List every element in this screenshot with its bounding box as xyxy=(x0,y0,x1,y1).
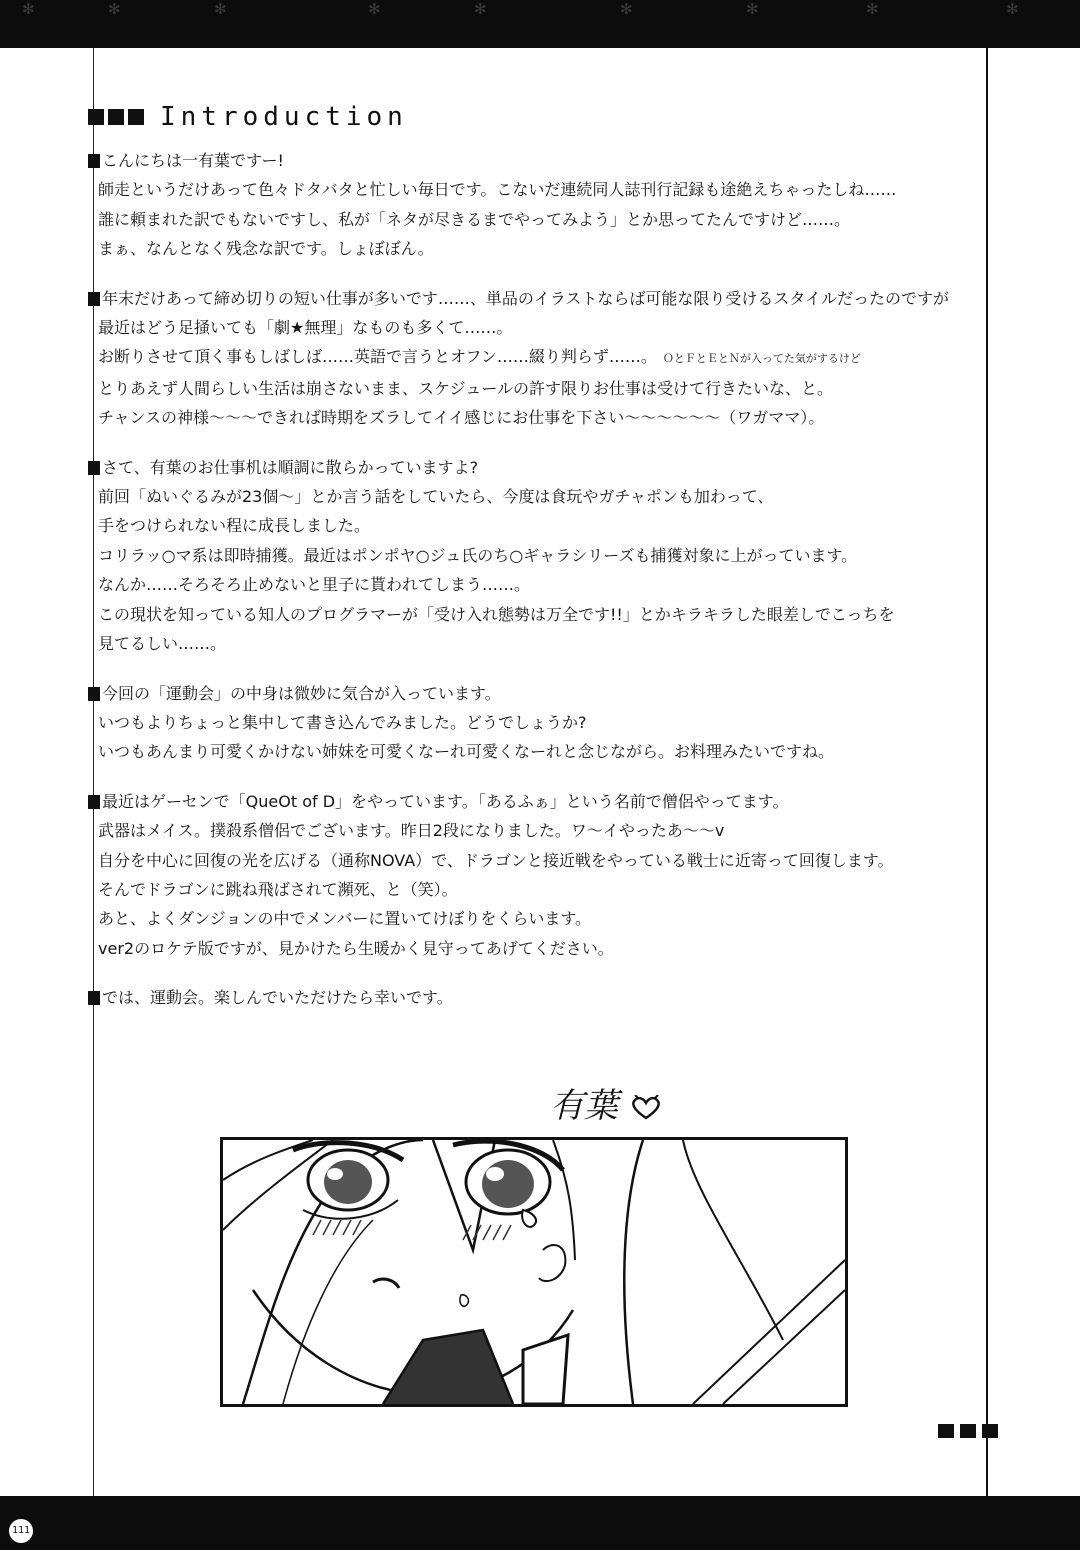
end-square-icon xyxy=(982,1424,998,1438)
flower-ornament-icon: ✻ xyxy=(214,0,227,18)
heart-icon xyxy=(629,1095,663,1121)
text-line: 最近はどう足掻いても「劇★無理」なものも多くて……。 xyxy=(98,318,513,338)
flower-ornament-icon: ✻ xyxy=(474,0,487,18)
signature xyxy=(550,1078,663,1127)
section-heading xyxy=(88,100,408,134)
flower-ornament-icon: ✻ xyxy=(746,0,759,18)
text-line: まぁ、なんとなく残念な訳です。しょぼぼん。 xyxy=(98,239,434,259)
frame-right-line xyxy=(986,48,988,1496)
page-number: 111 xyxy=(9,1519,33,1543)
flower-ornament-icon: ✻ xyxy=(620,0,633,18)
text-line: 誰に頼まれた訳でもないですし、私が「ネタが尽きるまでやってみよう」とか思ってたんですけど……。 xyxy=(98,209,851,229)
end-mark-squares xyxy=(938,1424,998,1438)
text-line: 自分を中心に回復の光を広げる（通称NOVA）で、ドラゴンと接近戦をやっている戦士に近寄って回復します。 xyxy=(98,850,894,870)
text-line: 師走というだけあって色々ドタバタと忙しい毎日です。こないだ連続同人誌刊行記録も途絶えちゃったしね…… xyxy=(98,180,897,200)
flower-ornament-icon: ✻ xyxy=(1006,0,1019,18)
bottom-decorative-band xyxy=(0,1496,1080,1550)
heading-square-icon xyxy=(108,109,124,125)
paragraph xyxy=(88,679,978,767)
text-line: そんでドラゴンに跳ね飛ばされて瀕死、と（笑）。 xyxy=(98,879,458,899)
text-line: とりあえず人間らしい生活は崩さないまま、スケジュールの許す限りお仕事は受けて行きたいな、と。 xyxy=(98,378,834,398)
text-line: さて、有葉のお仕事机は順調に散らかっていますよ? xyxy=(88,453,978,482)
flower-ornament-icon: ✻ xyxy=(108,0,121,18)
illustration-panel xyxy=(220,1137,848,1407)
girl-face-illustration xyxy=(223,1140,845,1404)
small-aside-note: ＯとＦとＥとＮが入ってた気がするけど xyxy=(662,352,861,366)
signature-text: 有葉 xyxy=(550,1086,618,1126)
paragraph xyxy=(88,983,978,1012)
text-line: チャンスの神様〜〜〜できれば時期をズラしてイイ感じにお仕事を下さい〜〜〜〜〜〜（ワガママ）。 xyxy=(98,408,825,428)
text-line: あと、よくダンジョンの中でメンバーに置いてけぼりをくらいます。 xyxy=(98,909,592,929)
text-line: 見てるしい……。 xyxy=(98,634,227,654)
paragraph xyxy=(88,146,978,264)
text-line: こんにちは一有葉ですー! xyxy=(88,146,978,175)
text-line: いつもよりちょっと集中して書き込んでみました。どうでしょうか? xyxy=(98,712,587,732)
end-square-icon xyxy=(938,1424,954,1438)
heading-square-icon xyxy=(128,109,144,125)
text-line: コリラッ○マ系は即時捕獲。最近はポンポヤ○ジュ氏のち○ギャラシリーズも捕獲対象に上がっています。 xyxy=(98,545,858,565)
heading-square-icon xyxy=(88,109,104,125)
flower-ornament-icon: ✻ xyxy=(368,0,381,18)
paragraph xyxy=(88,787,978,963)
flower-ornament-icon: ✻ xyxy=(866,0,879,18)
text-line: では、運動会。楽しんでいただけたら幸いです。 xyxy=(88,983,978,1012)
paragraph xyxy=(88,453,978,659)
text-line: 年末だけあって締め切りの短い仕事が多いです……、単品のイラストならば可能な限り受けるスタイルだったのですが xyxy=(88,284,978,313)
text-line: 前回「ぬいぐるみが23個〜」とか言う話をしていたら、今度は食玩やガチャポンも加わって、 xyxy=(98,487,774,507)
text-line-with-note xyxy=(88,342,978,373)
paragraph xyxy=(88,284,978,433)
introduction-body xyxy=(88,146,978,1033)
page-title: Introduction xyxy=(160,102,408,132)
text-line: お断りさせて頂く事もしばしば……英語で言うとオフン……綴り判らず……。 xyxy=(98,347,657,367)
top-decorative-band xyxy=(0,0,1080,48)
text-line: 武器はメイス。撲殺系僧侶でございます。昨日2段になりました。ワ〜イやったあ〜〜v xyxy=(98,821,725,841)
text-line: いつもあんまり可愛くかけない姉妹を可愛くなーれ可愛くなーれと念じながら。お料理みたいですね。 xyxy=(98,742,835,762)
flower-ornament-icon: ✻ xyxy=(22,0,35,18)
text-line: この現状を知っている知人のプログラマーが「受け入れ態勢は万全です!!」とかキラキラした眼差しでこっちを xyxy=(98,604,895,624)
text-line: 手をつけられない程に成長しました。 xyxy=(98,516,371,536)
text-line: ver2のロケテ版ですが、見かけたら生暖かく見守ってあげてください。 xyxy=(98,938,614,958)
end-square-icon xyxy=(960,1424,976,1438)
text-line: なんか……そろそろ止めないと里子に貰われてしまう……。 xyxy=(98,575,531,595)
text-line: 最近はゲーセンで「QueOt of D」をやっています。「あるふぁ」という名前で僧侶やってます。 xyxy=(88,787,978,816)
text-line: 今回の「運動会」の中身は微妙に気合が入っています。 xyxy=(88,679,978,708)
